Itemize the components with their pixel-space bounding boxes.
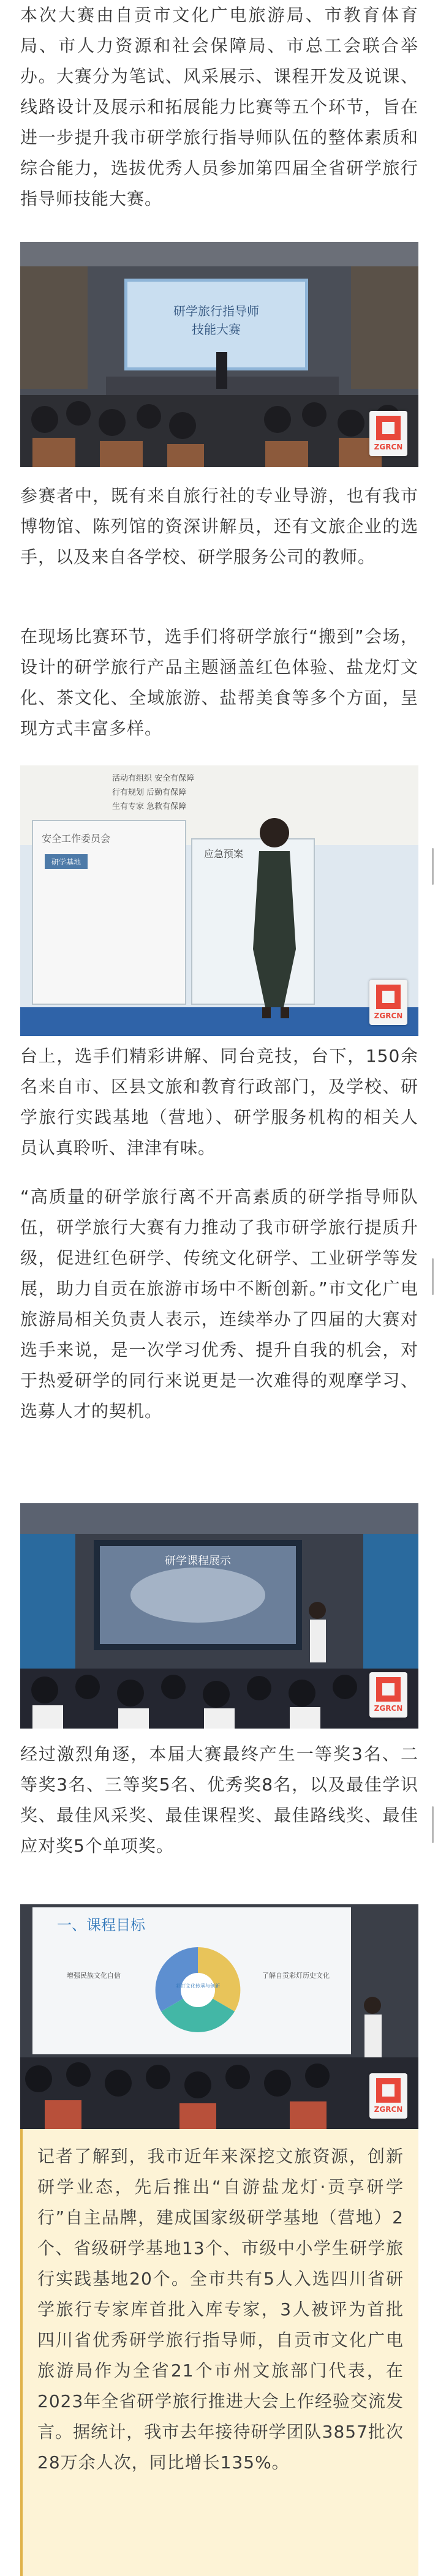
watermark-logo bbox=[369, 1672, 407, 1718]
paragraph-audience: 台上，选手们精彩讲解、同台竞技，台下，150余名来自市、区县文旅和教育行政部门，及学校、研学旅行实践基地（营地）、研学服务机构的相关人员认真聆听、津津有味。 bbox=[20, 1046, 418, 1158]
scroll-indicator[interactable] bbox=[432, 848, 434, 885]
photo2-board-top-3: 生有专家 急救有保障 bbox=[112, 802, 187, 811]
photo4-pie-center: 彩灯文化传承与创新 bbox=[176, 1983, 220, 1989]
scroll-indicator[interactable] bbox=[432, 1258, 434, 1295]
logo-text: ZGRCN bbox=[374, 2105, 403, 2114]
photo3-screen-title: 研学课程展示 bbox=[165, 1555, 231, 1568]
watermark-logo bbox=[369, 2073, 407, 2119]
reporter-note-box bbox=[20, 2129, 418, 2576]
watermark-logo bbox=[369, 411, 407, 456]
paragraph-competition: 在现场比赛环节，选手们将研学旅行“搬到”会场，设计的研学旅行产品主题涵盖红色体验、盐龙灯文化、茶文化、全域旅游、盐帮美食等多个方面，呈现方式丰富多样。 bbox=[20, 626, 418, 738]
logo-mark-icon bbox=[376, 985, 401, 1009]
photo2-board-tag: 研学基地 bbox=[51, 858, 81, 866]
paragraph-reporter-note: 记者了解到，我市近年来深挖文旅资源，创新研学业态，先后推出“自游盐龙灯·贡享研学行”自主品牌，建成国家级研学基地（营地）2个、省级研学基地13个、市级中小学生研学旅行实践基地20个。全市共有5人入选四川省研学旅行专家库首批入库专家，3人被评为首批四川省优秀研学旅行指导师，自贡市文化广电旅游局作为全省21个市州文旅部门代表，在2023年全省研学旅行推进大会上作经验交流发言。据统计，我市去年接待研学团队3857批次28万余人次，同比增长135%。 bbox=[37, 2146, 404, 2473]
watermark-logo bbox=[369, 980, 407, 1025]
paragraph-intro: 本次大赛由自贡市文化广电旅游局、市教育体育局、市人力资源和社会保障局、市总工会联合举办。大赛分为笔试、风采展示、课程开发及说课、线路设计及展示和拓展能力比赛等五个环节，旨在进一步提升我市研学旅行指导师队伍的整体素质和综合能力，选拔优秀人员参加第四届全省研学旅行指导师技能大赛。 bbox=[20, 5, 418, 209]
photo1-screen-line-2: 技能大赛 bbox=[192, 322, 241, 337]
paragraph-participants: 参赛者中，既有来自旅行社的专业导游，也有我市博物馆、陈列馆的资深讲解员，还有文旅企业的选手，以及来自各学校、研学服务公司的教师。 bbox=[20, 486, 418, 567]
photo4-pie-right: 了解自贡彩灯历史文化 bbox=[262, 1972, 330, 1980]
photo4-slide-title: 一、课程目标 bbox=[57, 1917, 145, 1934]
logo-mark-icon bbox=[376, 416, 401, 440]
photo-contestant-speaking bbox=[20, 765, 418, 1036]
scroll-indicator[interactable] bbox=[432, 1806, 434, 1843]
logo-text: ZGRCN bbox=[374, 443, 403, 451]
photo-opening-ceremony-image bbox=[20, 242, 418, 467]
photo-presentation-hall-image bbox=[20, 1503, 418, 1729]
photo1-screen-line-1: 研学旅行指导师 bbox=[173, 304, 259, 318]
photo2-board-top-2: 行有规划 后勤有保障 bbox=[112, 788, 187, 797]
paragraph-official-quote: “高质量的研学旅行离不开高素质的研学指导师队伍，研学旅行大赛有力推动了我市研学旅行提质升级，促进红色研学、传统文化研学、工业研学等发展，助力自贡在旅游市场中不断创新。”市文化广电旅游局相关负责人表示，连续举办了四届的大赛对选手来说，是一次学习优秀、提升自我的机会，对于热爱研学的同行来说更是一次难得的观摩学习、选募人才的契机。 bbox=[20, 1187, 418, 1421]
photo4-pie-left: 增强民族文化自信 bbox=[67, 1972, 121, 1980]
photo2-board-left: 安全工作委员会 bbox=[42, 833, 111, 844]
photo2-board-right: 应急预案 bbox=[204, 848, 244, 860]
logo-mark-icon bbox=[376, 1677, 401, 1702]
reporter-note-accent-bar bbox=[20, 2129, 23, 2576]
logo-text: ZGRCN bbox=[374, 1012, 403, 1020]
photo-contestant-speaking-image bbox=[20, 765, 418, 1036]
photo-opening-ceremony bbox=[20, 242, 418, 467]
logo-text: ZGRCN bbox=[374, 1704, 403, 1713]
photo2-board-top-1: 活动有组织 安全有保障 bbox=[112, 774, 195, 783]
paragraph-results: 经过激烈角逐，本届大赛最终产生一等奖3名、二等奖3名、三等奖5名、优秀奖8名，以及最佳学识奖、最佳风采奖、最佳课程奖、最佳路线奖、最佳应对奖5个单项奖。 bbox=[20, 1744, 418, 1856]
photo-course-objectives-image bbox=[20, 1904, 418, 2130]
photo-presentation-hall bbox=[20, 1503, 418, 1729]
logo-mark-icon bbox=[376, 2078, 401, 2103]
photo-course-objectives bbox=[20, 1904, 418, 2130]
